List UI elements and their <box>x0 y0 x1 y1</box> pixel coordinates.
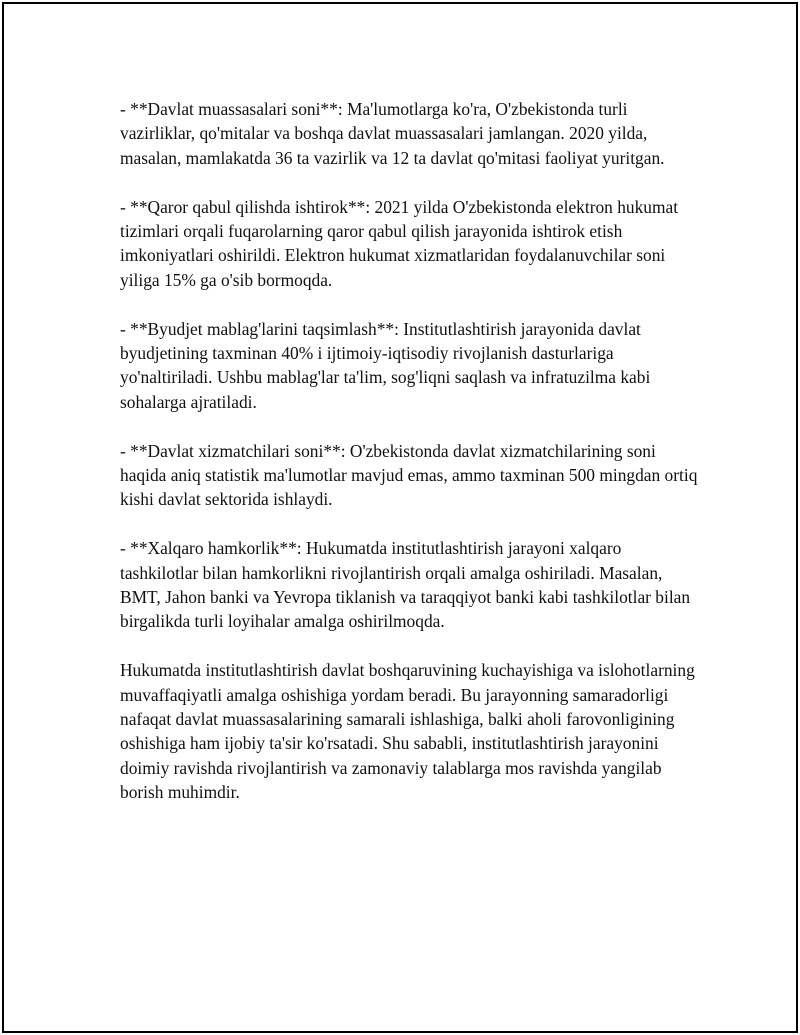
paragraph-budget-allocation: - **Byudjet mablag'larini taqsimlash**: Institutlashtirish jarayonida davlat byudjetining taxminan 40% i ijtimoiy-iqtisodiy rivojlanish dasturlariga yo'naltiriladi. Ushbu mablag'lar ta'lim, sog'liqni saqlash va infratuzilma kabi sohalarga ajratiladi. <box>120 318 651 412</box>
paragraph-decision-participation: - **Qaror qabul qilishda ishtirok**: 2021 yilda O'zbekistonda elektron hukumat tizimlari orqali fuqarolarning qaror qabul qilish jarayonida ishtirok etish imkoniyatlari oshirildi. Elektron hukumat xizmatlaridan foydalanuvchilar soni yiliga 15% ga o'sib bormoqda. <box>120 196 679 290</box>
paragraph-civil-servants: - **Davlat xizmatchilari soni**: O'zbekistonda davlat xizmatchilarining soni haqida aniq statistik ma'lumotlar mavjud emas, ammo taxminan 500 mingdan ortiq kishi davlat sektorida ishlaydi. <box>120 440 698 510</box>
paragraph-conclusion: Hukumatda institutlashtirish davlat boshqaruvining kuchayishiga va islohotlarning muvaffaqiyatli amalga oshishiga yordam beradi. Bu jarayonning samaradorligi nafaqat davlat muassasalarining samarali ishlashiga, balki aholi farovonligining oshishiga ham ijobiy ta'sir ko'rsatadi. Shu sababli, institutlashtirish jarayonini doimiy ravishda rivojlantirish va zamonaviy talablarga mos ravishda yangilab borish muhimdir. <box>120 660 695 803</box>
paragraph-international-cooperation: - **Xalqaro hamkorlik**: Hukumatda institutlashtirish jarayoni xalqaro tashkilotlar bilan hamkorlikni rivojlantirish orqali amalga oshiriladi. Masalan, BMT, Jahon banki va Yevropa tiklanish va taraqqiyot banki kabi tashkilotlar bilan birgalikda turli loyihalar amalga oshirilmoqda. <box>120 538 691 632</box>
paragraph-state-institutions: - **Davlat muassasalari soni**: Ma'lumotlarga ko'ra, O'zbekistonda turli vazirliklar, qo'mitalar va boshqa davlat muassasalari jamlangan. 2020 yilda, masalan, mamlakatda 36 ta vazirlik va 12 ta davlat qo'mitasi faoliyat yuritgan. <box>120 99 665 168</box>
document-page <box>2 2 798 1033</box>
document-body <box>120 97 700 829</box>
